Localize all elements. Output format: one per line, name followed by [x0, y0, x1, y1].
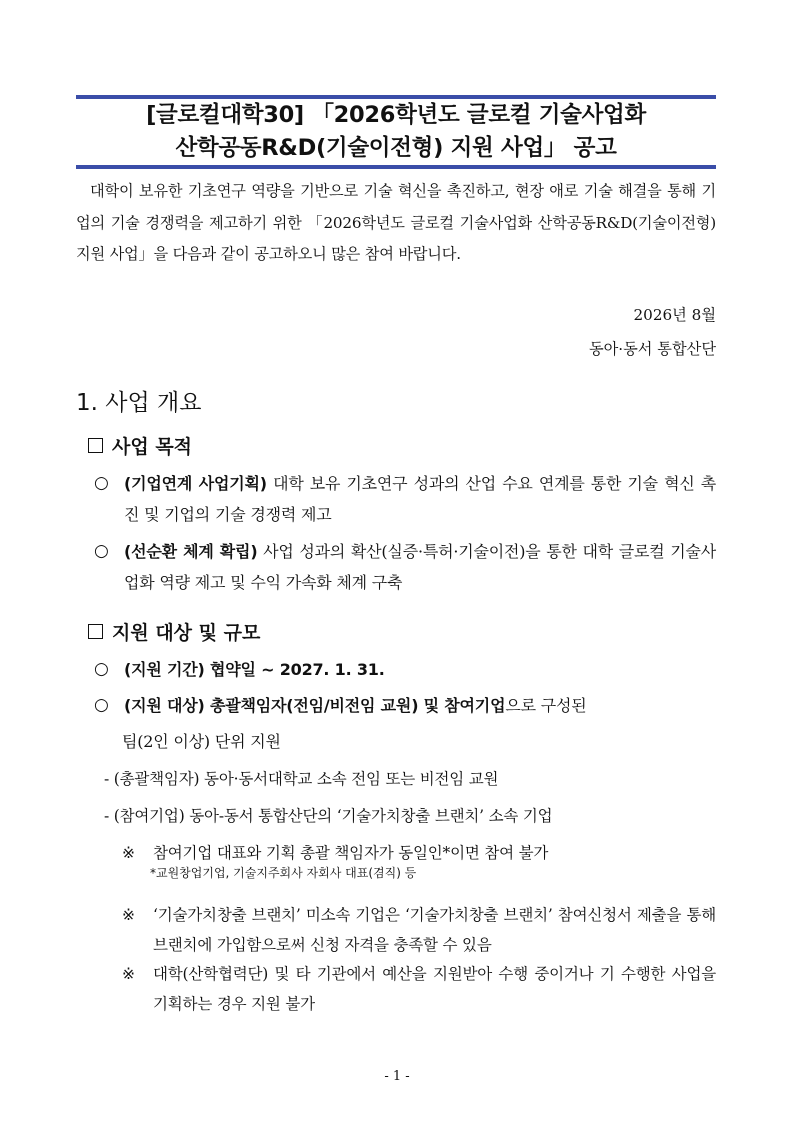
- section-heading-overview: 1. 사업 개요: [76, 390, 202, 416]
- subsection-heading-text: 지원 대상 및 규모: [112, 622, 261, 644]
- reference-note-text: ‘기술가치창출 브랜치’ 미소속 기업은 ‘기술가치창출 브랜치’ 참여신청서 제출을 통해 브랜치에 가입함으로써 신청 자격을 충족할 수 있음: [153, 906, 716, 954]
- purpose-item: [94, 468, 716, 530]
- support-target-label: (지원 대상) 총괄책임자(전임/비전임 교원) 및 참여기업: [124, 696, 506, 715]
- support-period-item: [94, 654, 716, 685]
- reference-mark-icon: ※: [122, 965, 135, 983]
- reference-mark-icon: ※: [122, 844, 135, 862]
- purpose-item-body: [124, 468, 716, 530]
- checkbox-square-icon: [88, 624, 103, 639]
- circle-bullet-icon: ○: [94, 659, 109, 679]
- support-target-item: [94, 690, 716, 721]
- announcement-date: 2026년 8월: [633, 306, 716, 324]
- purpose-item-body: [124, 536, 716, 598]
- page-number: - 1 -: [384, 1069, 410, 1084]
- circle-bullet-icon: ○: [94, 695, 109, 715]
- intro-text: 대학이 보유한 기초연구 역량을 기반으로 기술 혁신을 촉진하고, 현장 애로 기술 해결을 통해 기업의 기술 경쟁력을 제고하기 위한 「2026학년도 글로컬 기술사업화 산학공동R&D(기술이전형) 지원 사업」을 다음과 같이 공고하오니 많은 참여 바랍니다.: [76, 182, 716, 263]
- subsection-heading-text: 사업 목적: [112, 436, 193, 458]
- support-target-body: [124, 690, 716, 721]
- circle-bullet-icon: ○: [94, 473, 109, 493]
- purpose-item: [94, 536, 716, 598]
- support-target-text: 으로 구성된: [505, 696, 587, 715]
- reference-note: [122, 900, 716, 960]
- checkbox-square-icon: [88, 438, 103, 453]
- reference-note-text: 대학(산학협력단) 및 타 기관에서 예산을 지원받아 수행 중이거나 기 수행한 사업을 기획하는 경우 지원 불가: [153, 965, 716, 1013]
- subsection-heading-purpose: [88, 432, 192, 459]
- title-top-rule: [76, 95, 716, 99]
- reference-mark-icon: ※: [122, 906, 135, 924]
- purpose-item-label: (선순환 체계 확립): [124, 542, 258, 561]
- purpose-item-text: 대학 보유 기초연구 성과의 산업 수요 연계를 통한 기술 혁신 촉진 및 기업의 기술 경쟁력 제고: [124, 474, 716, 524]
- page-title-line1: [글로컬대학30] 「2026학년도 글로컬 기술사업화: [146, 102, 646, 128]
- support-period-body: [124, 654, 716, 685]
- circle-bullet-icon: ○: [94, 541, 109, 561]
- support-period-label: (지원 기간) 협약일 ~ 2027. 1. 31.: [124, 660, 385, 679]
- subsection-heading-target: [88, 618, 260, 645]
- title-bottom-rule: [76, 165, 716, 169]
- reference-note-text: 참여기업 대표와 기획 총괄 책임자가 동일인*이면 참여 불가: [153, 844, 549, 862]
- purpose-item-text: 사업 성과의 확산(실증·특허·기술이전)을 통한 대학 글로컬 기술사업화 역량 제고 및 수익 가속화 체계 구축: [124, 542, 716, 592]
- support-target-continuation: 팀(2인 이상) 단위 지원: [122, 732, 281, 751]
- announcing-organization: 동아·동서 통합산단: [588, 340, 716, 358]
- eligibility-dash-item: - (참여기업) 동아-동서 통합산단의 ‘기술가치창출 브랜치’ 소속 기업: [104, 807, 553, 825]
- eligibility-dash-item: - (총괄책임자) 동아·동서대학교 소속 전임 또는 비전임 교원: [104, 770, 499, 788]
- footnote-text: *교원창업기업, 기술지주회사 자회사 대표(겸직) 등: [150, 866, 417, 880]
- purpose-item-label: (기업연계 사업기획): [124, 474, 267, 493]
- intro-paragraph: [76, 176, 716, 271]
- page-title-line2: 산학공동R&D(기술이전형) 지원 사업」 공고: [175, 135, 617, 161]
- reference-note: [122, 959, 716, 1019]
